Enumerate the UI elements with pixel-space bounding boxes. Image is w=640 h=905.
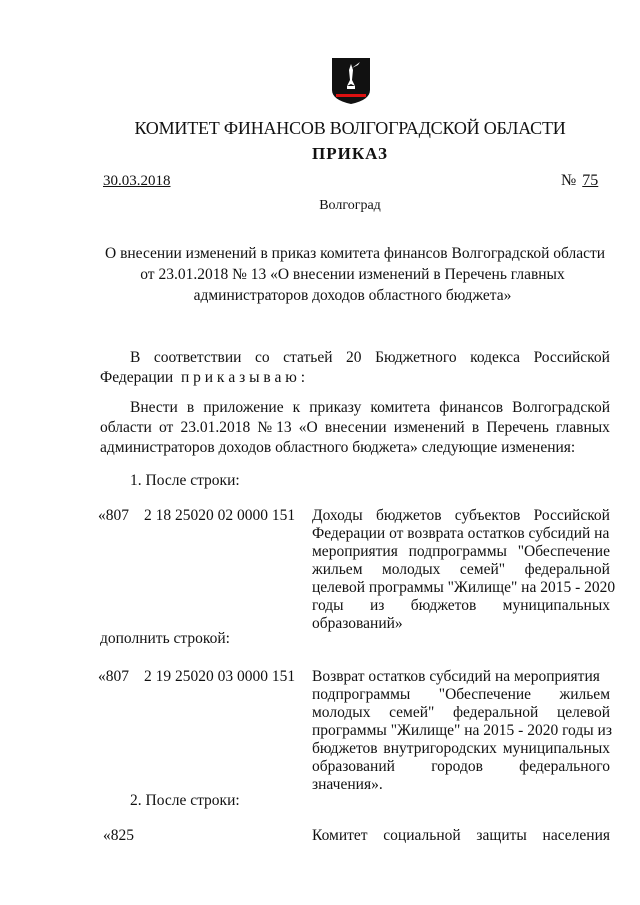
desc-line: подпрограммы "Обеспечение жильем [312,686,610,703]
number-value: 75 [582,172,599,189]
desc-line: значения». [312,776,383,793]
document-number [561,172,598,190]
subject-line: администраторов доходов областного бюджета» [193,287,512,304]
desc-line: молодых семей" федеральной целевой [312,704,610,721]
admin-code: «807 [98,668,129,685]
entry-code [98,668,295,686]
add-line-label: дополнить строкой: [100,630,230,647]
desc-line: мероприятия подпрограммы "Обеспечение [312,543,610,560]
number-label: № [561,172,577,189]
desc-line: годы из бюджетов муниципальных [312,597,610,614]
desc-line: Комитет социальной защиты населения [312,827,610,844]
document-date: 30.03.2018 [103,173,171,189]
desc-line: Федерации от возврата остатков субсидий на [312,525,610,542]
paragraph-line: Федерации п р и к а з ы в а ю : [100,369,306,386]
desc-line: Возврат остатков субсидий на мероприятия [312,668,600,685]
entry-description [312,507,616,633]
desc-line: программы "Жилище" на 2015 - 2020 годы из [312,722,612,739]
document-subject [105,243,606,306]
entry-description [312,668,610,794]
admin-code: «825 [103,827,134,844]
desc-line: бюджетов внутригородских муниципальных [312,740,610,757]
desc-line: целевой программы "Жилище" на 2015 - 2020 [312,579,616,596]
paragraph-instruction [100,398,610,458]
paragraph-line: В соответствии со статьей 20 Бюджетного кодекса Российской [130,349,610,366]
admin-code: «807 [98,507,129,524]
volgograd-emblem-icon [330,56,372,106]
paragraph-preamble [100,348,610,388]
paragraph-line: области от 23.01.2018 № 13 «О внесении изменений в Перечень главных [100,419,610,436]
desc-line: Доходы бюджетов субъектов Российской [312,507,610,524]
paragraph-line: администраторов доходов областного бюджета» следующие изменения: [100,439,576,456]
subject-line: О внесении изменений в приказ комитета финансов Волгоградской области [105,245,606,262]
entry-code [98,507,295,525]
step-heading: 1. После строки: [130,472,240,489]
desc-line: образований» [312,615,403,632]
subject-line: от 23.01.2018 № 13 «О внесении изменений в Перечень главных [140,266,565,283]
desc-line: жильем молодых семей" федеральной [312,561,610,578]
revenue-code: 2 18 25020 02 0000 151 [144,507,296,524]
step-heading: 2. После строки: [130,792,240,809]
document-type: ПРИКАЗ [312,144,388,163]
organization-name: КОМИТЕТ ФИНАНСОВ ВОЛГОГРАДСКОЙ ОБЛАСТИ [134,118,566,138]
desc-line: образований городов федерального [312,758,610,775]
revenue-code: 2 19 25020 03 0000 151 [144,668,296,685]
entry-description [312,827,610,845]
paragraph-line: Внести в приложение к приказу комитета финансов Волгоградской [130,399,610,416]
document-city: Волгоград [319,198,381,213]
entry-code [103,827,134,845]
